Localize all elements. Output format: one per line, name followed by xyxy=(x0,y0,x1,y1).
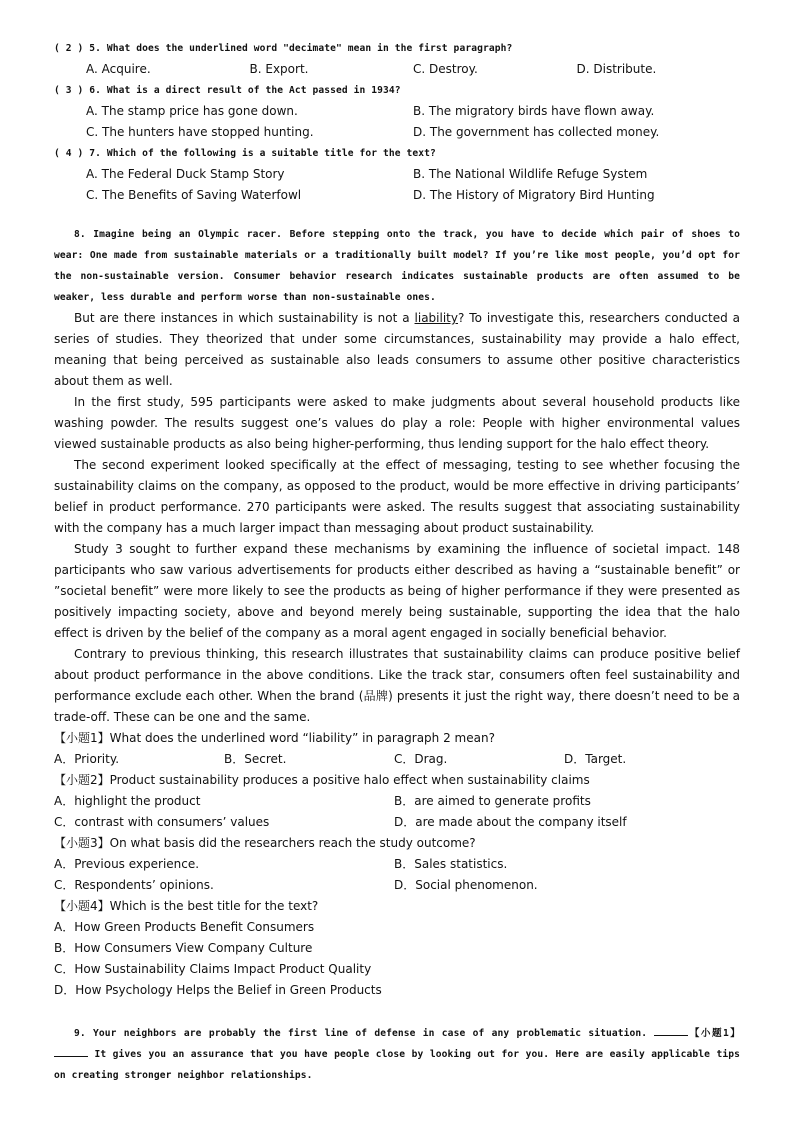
subquestion-2-options-row-2 xyxy=(54,812,740,833)
option-a: A．highlight the product xyxy=(54,794,201,808)
option-a: A．Priority. xyxy=(54,752,120,766)
subquestion-4-stem: 【小题4】Which is the best title for the text? xyxy=(54,899,319,913)
subquestion-marker: 【小题1】 xyxy=(688,1028,740,1039)
answer-blank xyxy=(654,1024,688,1036)
subquestion-2-options-row-1 xyxy=(54,791,740,812)
passage-8-paragraph-5: Study 3 sought to further expand these mechanisms by examining the influence of societal impact. 148 participants who saw various advertisements for products either described as having a “sustainable benefit” or ”societal benefit” were more likely to see the products as being of higher performance if they were presented as positively impacting society, above and beyond merely being sustainable, supporting the idea that the halo effect is driven by the belief of the company as a moral agent engaged in socially beneficial behavior. xyxy=(54,542,740,640)
option-d: D．Social phenomenon. xyxy=(394,878,538,892)
exam-page xyxy=(54,38,740,1086)
option-c: C. The hunters have stopped hunting. xyxy=(86,125,314,139)
passage-9-text-after: It gives you an assurance that you have people close by looking out for you. Here are easily applicable tips on creating stronger neighbor relationships. xyxy=(54,1049,740,1081)
option-b: B. The National Wildlife Refuge System xyxy=(413,167,648,181)
question-6-stem: ( 3 ) 6. What is a direct result of the Act passed in 1934? xyxy=(54,85,401,96)
option-b: B．are aimed to generate profits xyxy=(394,794,591,808)
option-a: A. The Federal Duck Stamp Story xyxy=(86,167,285,181)
p2-text-before: But are there instances in which sustainability is not a xyxy=(74,311,415,325)
passage-9-intro xyxy=(54,1023,740,1086)
option-d: D. The History of Migratory Bird Hunting xyxy=(413,188,655,202)
question-5-options xyxy=(54,59,740,80)
option-b: B．Secret. xyxy=(224,752,287,766)
option-a: A. Acquire. xyxy=(86,62,151,76)
option-c: C．contrast with consumers’ values xyxy=(54,815,270,829)
passage-8-paragraph-3: In the first study, 595 participants were asked to make judgments about several household products like washing powder. The results suggest one’s values do play a role: People with higher environmental values viewed sustainable products as also being higher-performing, thus lending support for the halo effect theory. xyxy=(54,395,740,451)
option-b: B. Export. xyxy=(249,62,309,76)
question-7-options-row-1 xyxy=(54,164,740,185)
question-6-options-row-1 xyxy=(54,101,740,122)
question-7-stem: ( 4 ) 7. Which of the following is a suitable title for the text? xyxy=(54,148,436,159)
passage-8-paragraph-2 xyxy=(54,308,740,392)
option-b: B．Sales statistics. xyxy=(394,857,508,871)
subquestion-1-stem: 【小题1】What does the underlined word “liability” in paragraph 2 mean? xyxy=(54,731,495,745)
option-a: A．Previous experience. xyxy=(54,857,200,871)
passage-8-paragraph-4: The second experiment looked specifically at the effect of messaging, testing to see whether focusing the sustainability claims on the company, as opposed to the product, would be more effective in driving participants’ belief in product performance. 270 participants were asked. The results suggest that associating sustainability with the company has a much larger impact than messaging about product sustainability. xyxy=(54,458,740,535)
subquestion-1-options xyxy=(54,749,740,770)
option-c: C．Respondents’ opinions. xyxy=(54,878,214,892)
question-5-stem: ( 2 ) 5. What does the underlined word "decimate" mean in the first paragraph? xyxy=(54,43,513,54)
p2-text-after: ? To investigate this, researchers conducted a series of studies. They theorized that under some circumstances, sustainability may provide a halo effect, meaning that being perceived as sustainable also leads consumers to assume other positive characteristics about them as well. xyxy=(54,311,740,388)
option-d: D. The government has collected money. xyxy=(413,125,660,139)
underlined-word-liability: liability xyxy=(414,311,458,325)
option-c: C．How Sustainability Claims Impact Product Quality xyxy=(54,962,372,976)
passage-8-paragraph-6: Contrary to previous thinking, this research illustrates that sustainability claims can produce positive belief about product performance in the above conditions. Like the track star, consumers often feel sustainability and performance exclude each other. When the brand (品牌) presents it just the right way, there doesn’t need to be a trade-off. These can be one and the same. xyxy=(54,647,740,724)
option-b: B．How Consumers View Company Culture xyxy=(54,941,313,955)
option-b: B. The migratory birds have flown away. xyxy=(413,104,655,118)
option-c: C. Destroy. xyxy=(413,62,478,76)
option-c: C. The Benefits of Saving Waterfowl xyxy=(86,188,302,202)
option-c: C．Drag. xyxy=(394,752,448,766)
question-7-options-row-2 xyxy=(54,185,740,206)
spacer xyxy=(54,1001,740,1023)
passage-9-text-before: 9. Your neighbors are probably the first line of defense in case of any problematic situation. xyxy=(74,1028,655,1039)
option-d: D．How Psychology Helps the Belief in Green Products xyxy=(54,983,382,997)
spacer xyxy=(54,206,740,224)
question-6-options-row-2 xyxy=(54,122,740,143)
passage-8-intro: 8. Imagine being an Olympic racer. Before stepping onto the track, you have to decide which pair of shoes to wear: One made from sustainable materials or a traditionally built model? If you’re like most people, you’d opt for the non-sustainable version. Consumer behavior research indicates sustainable products are often assumed to be weaker, less durable and perform worse than non-sustainable ones. xyxy=(54,229,740,303)
subquestion-3-options-row-2 xyxy=(54,875,740,896)
option-a: A. The stamp price has gone down. xyxy=(86,104,298,118)
subquestion-3-options-row-1 xyxy=(54,854,740,875)
option-a: A．How Green Products Benefit Consumers xyxy=(54,920,315,934)
option-d: D. Distribute. xyxy=(576,62,657,76)
answer-blank xyxy=(54,1045,88,1057)
option-d: D．are made about the company itself xyxy=(394,815,627,829)
option-d: D．Target. xyxy=(564,752,627,766)
subquestion-3-stem: 【小题3】On what basis did the researchers reach the study outcome? xyxy=(54,836,476,850)
subquestion-2-stem: 【小题2】Product sustainability produces a positive halo effect when sustainability claims xyxy=(54,773,590,787)
